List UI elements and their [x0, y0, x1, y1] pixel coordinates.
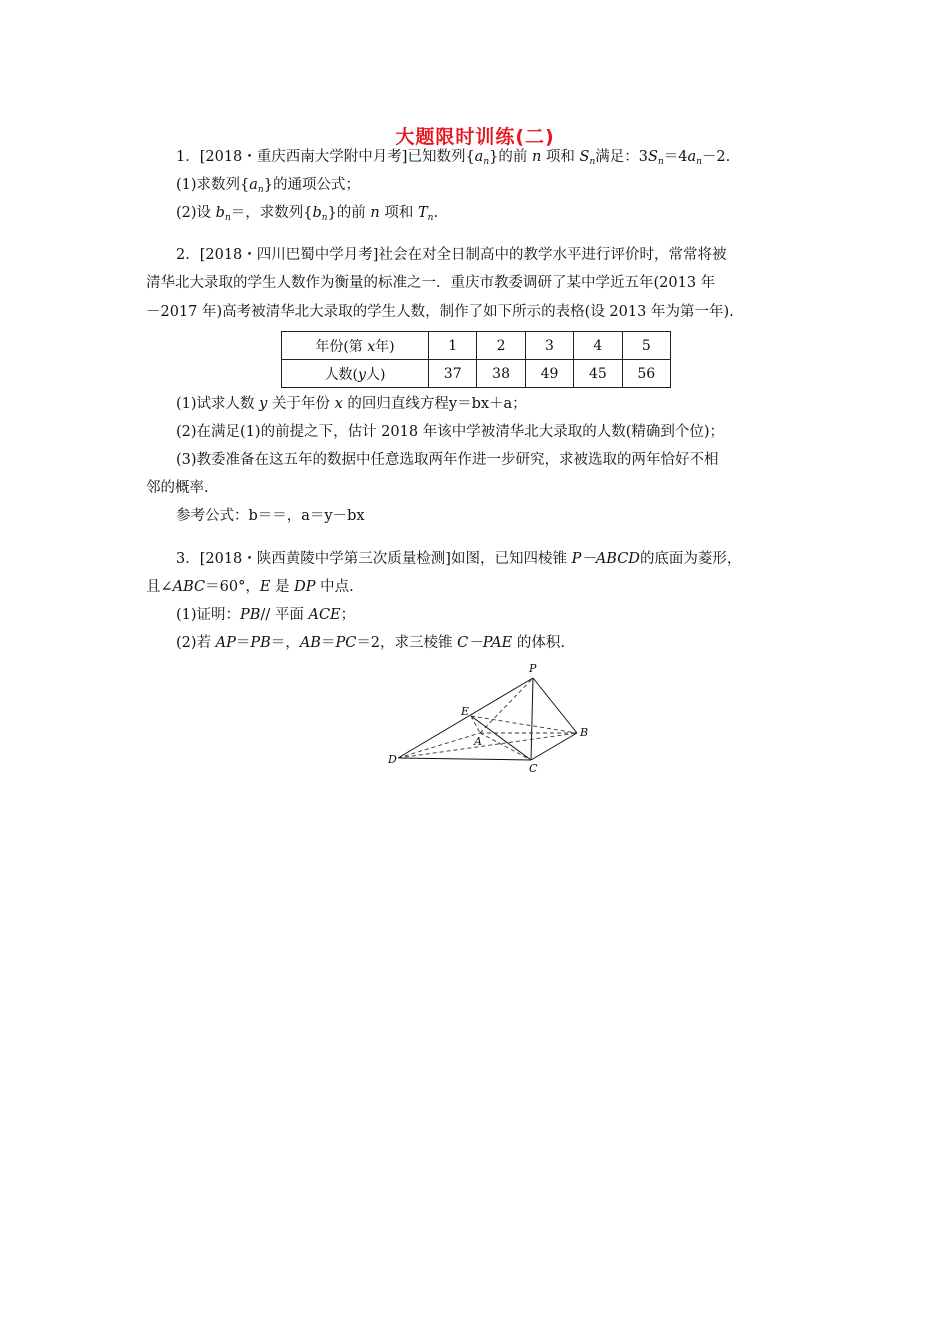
- q3-part1: (1)证明：PB// 平面 ACE；: [176, 607, 356, 623]
- table-row: [282, 360, 671, 388]
- table-cell: 38: [477, 360, 525, 388]
- q2-part2: (2)在满足(1)的前提之下，估计 2018 年该中学被清华北大录取的人数(精确到个位)；: [176, 424, 725, 440]
- q3-part2: (2)若 AP＝PB＝，AB＝PC＝2，求三棱锥 C－PAE 的体积.: [176, 635, 565, 651]
- q1-part1: (1)求数列$\{a_n\}$的通项公式；: [176, 177, 360, 195]
- label-D: D: [388, 753, 397, 766]
- label-P: P: [529, 662, 537, 675]
- q2-stem-line1: 2．[2018・四川巴蜀中学月考]社会在对全日制高中的教学水平进行评价时，常常将被: [176, 247, 727, 263]
- edge-PB: [533, 678, 577, 733]
- q3-stem-line1: 3．[2018・陕西黄陵中学第三次质量检测]如图，已知四棱锥 P－ABCD的底面为菱形，: [176, 551, 742, 567]
- data-table: [281, 331, 671, 388]
- q2-part3-line1: (3)教委准备在这五年的数据中任意选取两年作进一步研究，求被选取的两年恰好不相: [176, 452, 719, 468]
- edge-EA: [471, 716, 480, 733]
- table-cell: 37: [429, 360, 477, 388]
- edge-DC: [398, 758, 531, 760]
- q3-stem-line2: 且∠ABC＝60°，E 是 DP 中点.: [146, 579, 354, 595]
- label-A: A: [474, 735, 482, 748]
- q1-part2: (2)设 $b_n=$，求数列$\{b_n\}$的前 n 项和 $T_n$.: [176, 205, 439, 223]
- table-cell: 45: [574, 360, 622, 388]
- page-title: 大题限时训练(二): [395, 126, 555, 148]
- table-cell: 5: [622, 332, 670, 360]
- label-B: B: [580, 726, 589, 739]
- q2-part3-line2: 邻的概率.: [146, 480, 209, 496]
- table-header-count: 人数(y人): [282, 360, 429, 388]
- q2-stem-line3: －2017 年)高考被清华北大录取的学生人数，制作了如下所示的表格(设 2013 年为第一年).: [146, 304, 734, 320]
- edge-DA: [398, 733, 480, 758]
- label-E: E: [461, 705, 470, 718]
- edge-BC: [531, 733, 577, 760]
- table-cell: 2: [477, 332, 525, 360]
- table-cell: 4: [574, 332, 622, 360]
- table-cell: 1: [429, 332, 477, 360]
- table-cell: 3: [525, 332, 573, 360]
- edge-PC: [531, 678, 533, 760]
- table-cell: 49: [525, 360, 573, 388]
- q2-stem-line2: 清华北大录取的学生人数作为衡量的标准之一．重庆市教委调研了某中学近五年(2013 年: [146, 275, 716, 291]
- q1-stem: 1．[2018・重庆西南大学附中月考]已知数列$\{a_n\}$的前 n 项和 $S_n$满足：$3S_n=4a_n-2$.: [176, 149, 731, 167]
- edge-AC: [480, 733, 531, 760]
- table-row: [282, 332, 671, 360]
- table-header-year: 年份(第 x年): [282, 332, 429, 360]
- q2-part1: (1)试求人数 y 关于年份 x 的回归直线方程y＝bx＋a；: [176, 396, 527, 412]
- q2-formula: 参考公式：b＝＝，a＝y－bx: [176, 508, 365, 524]
- edge-EB: [471, 716, 577, 733]
- pyramid-figure: [388, 657, 598, 777]
- label-C: C: [529, 762, 538, 775]
- edge-AP: [480, 678, 533, 733]
- table-cell: 56: [622, 360, 670, 388]
